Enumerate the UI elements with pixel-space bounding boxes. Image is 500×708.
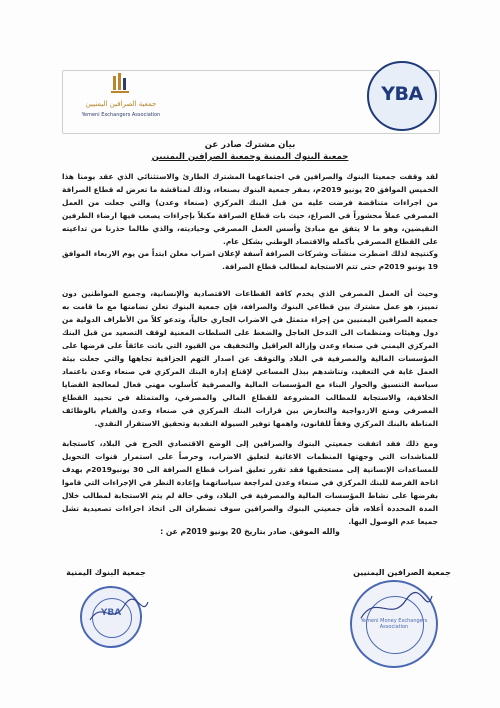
exchangers-logo-english-text: Yemeni Exchangers Association (81, 112, 161, 118)
paragraph-3: وحيث أن العمل المصرفي الذي يخدم كافة القطاعات الاقتصادية والإنسانية، وجميع المواطنين دون تمييز، هو عمل مشترك بين قطاعي البنوك والصرافة، فإن جمعية البنوك تعلن تضامنها مع ما قامت به جمعية الصرافين اليمنيين من إجراء متمثل في الاضراب الجاري حالياً، وتدعو كلاً من الأطراف الدولية من دول وهيئات ومنظمات الى التدخل العاجل والضغط على السلطات المعنية لوقف التصعيد من قبل البنك المركزي اليمني في صنعاء وعدن وإزالة العراقيل والتخفيف من القيود التي باتت عائقاً على فرضها على المؤسسات المالية والمصرفية في البلاد والتوقف عن اصدار التهم الجزافية تجاهها والتي جعلت بيئة العمل غاية في التعقيد، وتناشدهم ببذل المساعي لإقناع إدارة البنك المركزي في صنعاء وعدن باعتماد سياسة التنسيق والحوار البناء مع المؤسسات المالية والمصرفية كأسلوب مهني فعال لمعالجة القضايا الخلافية، والاستجابة للمطالب المشروعة للقطاع المالي والمصرفي، والمتمثلة في تحييد القطاع المصرفي ومنع الازدواجية والتعارض بين قرارات البنك المركزي في صنعاء وعدن والقيام بالوظائف المناطة بالبنك المركزي وفقاً للقانون، واهمها توفير السيولة النقدية وتحقيق الاستقرار النقدي. (62, 289, 438, 428)
paragraph-1: لقد وقفت جمعيتا البنوك والصرافين في اجتماعهما المشترك الطارئ والاستثنائي الذي عقد يومنا هذا الخميس الموافق 20 يونيو 2019م، بمقر جمعية البنوك بصنعاء، وذلك لمناقشة ما تعرض له قطاع الصرافة من اجراءات متناقضة فرضت عليه من قبل البنك المركزي (صنعاء وعدن) والتي جعلت من العمل المصرفي عملاً محشوراً في الصراع، حيث بات قطاع الصرافة مكبلاً بإجراءات يصعب فيها ارضاء الطرفين النقيضين، وهو ما لا يتفق مع مبادئ وأسس العمل المصرفي وحياديته، والذي طالما حذرنا من تداعيته على القطاع المصرفي بأكمله والاقتصاد الوطني بشكل عام. (62, 172, 439, 246)
banks-signature-label: جمعية البنوك اليمنية (66, 568, 146, 577)
banks-signature-scribble (84, 592, 154, 632)
banks-stamp-text: YBA (100, 608, 122, 618)
exchangers-logo-icon (111, 70, 131, 96)
paragraph-2: وكنتيجة لذلك اضطرت منشآت وشركات الصرافة آسفة لإعلان اضراب معلن ابتداً من يوم الاربعاء الموافق 19 يونيو 2019م حتى تتم الاستجابة لمطالب قطاع الصرافة. (62, 249, 438, 271)
yba-logo-text: YBA (381, 83, 423, 105)
paragraph-4: ومع ذلك فقد اتفقت جمعيتي البنوك والصرافين إلى الوضع الاقتصادي الحرج في البلاد، كاستجابة للمناشدات التي وجهتها المنظمات الاغاثية لتعليق الاضراب، وحرصاً على استمرار قنوات التحويل للمساعدات الإنسانية إلى مستحقيها فقد تقرر تعليق اضراب قطاع الصرافة الى 30 يونيو2019م بهدف اتاحة الفرصة للبنك المركزي في صنعاء وعدن لمراجعة سياساتهما وإعادة النظر في الإجراءات التي قاموا بفرضها على نشاط المؤسسات المالية والمصرفية في البلاد، وفي حالة لم يتم الاستجابة لمطالب خلال المدة المحددة أعلاه، فأن جمعيتي البنوك والصرافين سوف تضطران الى اتخاذ اجراءات تصعيدية تشل جميعا عدم الوصول اليها. (62, 439, 438, 526)
exchangers-stamp-text: Yemeni Money Exchangers Association (360, 618, 428, 630)
statement-title: بيان مشترك صادر عن (204, 140, 296, 150)
exchangers-association-logo (66, 70, 176, 130)
closing-line: والله الموفق. صادر بتاريخ 20 يونيو 2019م عن : (160, 527, 340, 536)
exchangers-signature-label: جمعية الصرافين اليمنيين (353, 568, 451, 577)
statement-subtitle: جمعية البنوك اليمنية وجمعية الصرافين اليمنيين (151, 152, 349, 162)
exchangers-signature-scribble (356, 588, 436, 628)
yba-logo (367, 61, 437, 131)
exchangers-logo-arabic-text: جمعية الصرافين اليمنيين (85, 100, 157, 108)
